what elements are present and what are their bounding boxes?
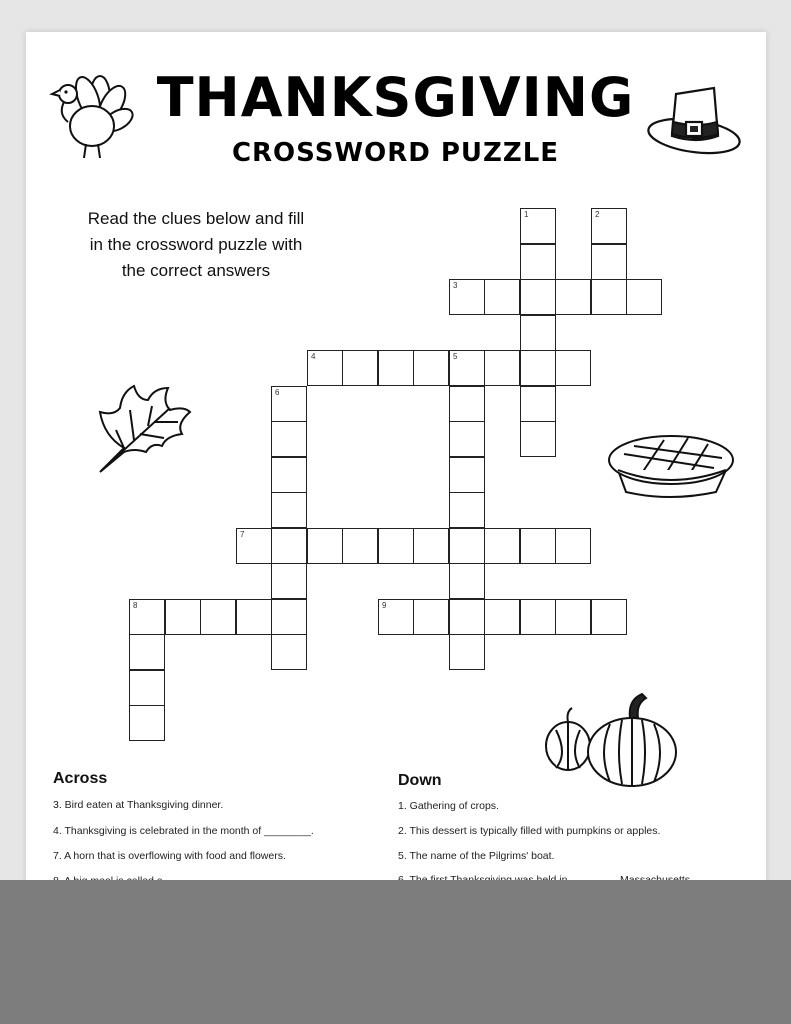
down-heading: Down — [398, 772, 442, 789]
across-clue: 7. A horn that is overflowing with food and flowers. — [53, 850, 286, 862]
overlay-bar — [0, 880, 791, 1024]
crossword-cell[interactable] — [555, 528, 591, 564]
crossword-cell[interactable] — [271, 634, 307, 670]
crossword-cell[interactable] — [449, 421, 485, 457]
across-heading: Across — [53, 770, 108, 787]
crossword-cell[interactable] — [271, 563, 307, 599]
crossword-cell[interactable] — [591, 599, 627, 635]
crossword-cell[interactable] — [378, 350, 414, 386]
crossword-cell[interactable] — [520, 244, 556, 280]
crossword-cell[interactable] — [378, 528, 414, 564]
crossword-cell[interactable]: 7 — [236, 528, 272, 564]
crossword-cell[interactable] — [484, 528, 520, 564]
pumpkin-icon — [542, 690, 682, 790]
leaf-icon — [94, 382, 194, 478]
crossword-cell[interactable] — [520, 350, 556, 386]
crossword-cell[interactable] — [484, 350, 520, 386]
down-clue: 2. This dessert is typically filled with pumpkins or apples. — [398, 825, 661, 837]
crossword-cell[interactable]: 5 — [449, 350, 485, 386]
instructions: Read the clues below and fill in the crossword puzzle with the correct answers — [87, 209, 305, 280]
crossword-cell[interactable] — [520, 386, 556, 422]
crossword-cell[interactable] — [271, 457, 307, 493]
crossword-cell[interactable] — [271, 528, 307, 564]
crossword-cell[interactable] — [520, 528, 556, 564]
crossword-cell[interactable] — [591, 244, 627, 280]
crossword-cell[interactable] — [449, 563, 485, 599]
across-clue: 4. Thanksgiving is celebrated in the month of ________. — [53, 825, 314, 837]
crossword-cell[interactable] — [449, 599, 485, 635]
crossword-cell[interactable]: 4 — [307, 350, 343, 386]
crossword-cell[interactable] — [271, 421, 307, 457]
crossword-cell[interactable]: 9 — [378, 599, 414, 635]
crossword-cell[interactable] — [555, 279, 591, 315]
crossword-cell[interactable] — [165, 599, 201, 635]
across-clue: 3. Bird eaten at Thanksgiving dinner. — [53, 799, 224, 811]
crossword-cell[interactable]: 2 — [591, 208, 627, 244]
pilgrim-hat-icon — [646, 82, 744, 158]
crossword-cell[interactable] — [555, 350, 591, 386]
crossword-cell[interactable] — [200, 599, 236, 635]
crossword-cell[interactable] — [484, 599, 520, 635]
crossword-cell[interactable]: 3 — [449, 279, 485, 315]
crossword-cell[interactable] — [413, 350, 449, 386]
page-subtitle: CROSSWORD PUZZLE — [231, 138, 560, 168]
crossword-cell[interactable] — [591, 279, 627, 315]
crossword-cell[interactable] — [555, 599, 591, 635]
down-clue: 1. Gathering of crops. — [398, 800, 499, 812]
crossword-cell[interactable]: 1 — [520, 208, 556, 244]
crossword-cell[interactable]: 8 — [129, 599, 165, 635]
pie-icon — [604, 424, 738, 500]
crossword-cell[interactable] — [449, 386, 485, 422]
crossword-cell[interactable] — [271, 492, 307, 528]
down-clue: 5. The name of the Pilgrims' boat. — [398, 850, 555, 862]
crossword-cell[interactable] — [449, 528, 485, 564]
crossword-cell[interactable] — [520, 279, 556, 315]
crossword-cell[interactable] — [449, 634, 485, 670]
crossword-cell[interactable] — [129, 705, 165, 741]
crossword-cell[interactable] — [449, 457, 485, 493]
crossword-cell[interactable] — [520, 315, 556, 351]
crossword-cell[interactable] — [626, 279, 662, 315]
crossword-cell[interactable] — [520, 599, 556, 635]
crossword-cell[interactable] — [271, 599, 307, 635]
crossword-cell[interactable] — [236, 599, 272, 635]
crossword-cell[interactable] — [342, 350, 378, 386]
crossword-cell[interactable] — [413, 599, 449, 635]
crossword-cell[interactable] — [520, 421, 556, 457]
crossword-cell[interactable] — [129, 670, 165, 706]
crossword-cell[interactable] — [342, 528, 378, 564]
crossword-cell[interactable] — [307, 528, 343, 564]
crossword-cell[interactable]: 6 — [271, 386, 307, 422]
crossword-cell[interactable] — [129, 634, 165, 670]
crossword-cell[interactable] — [413, 528, 449, 564]
crossword-cell[interactable] — [449, 492, 485, 528]
page-title: THANKSGIVING — [156, 66, 635, 129]
crossword-cell[interactable] — [484, 279, 520, 315]
